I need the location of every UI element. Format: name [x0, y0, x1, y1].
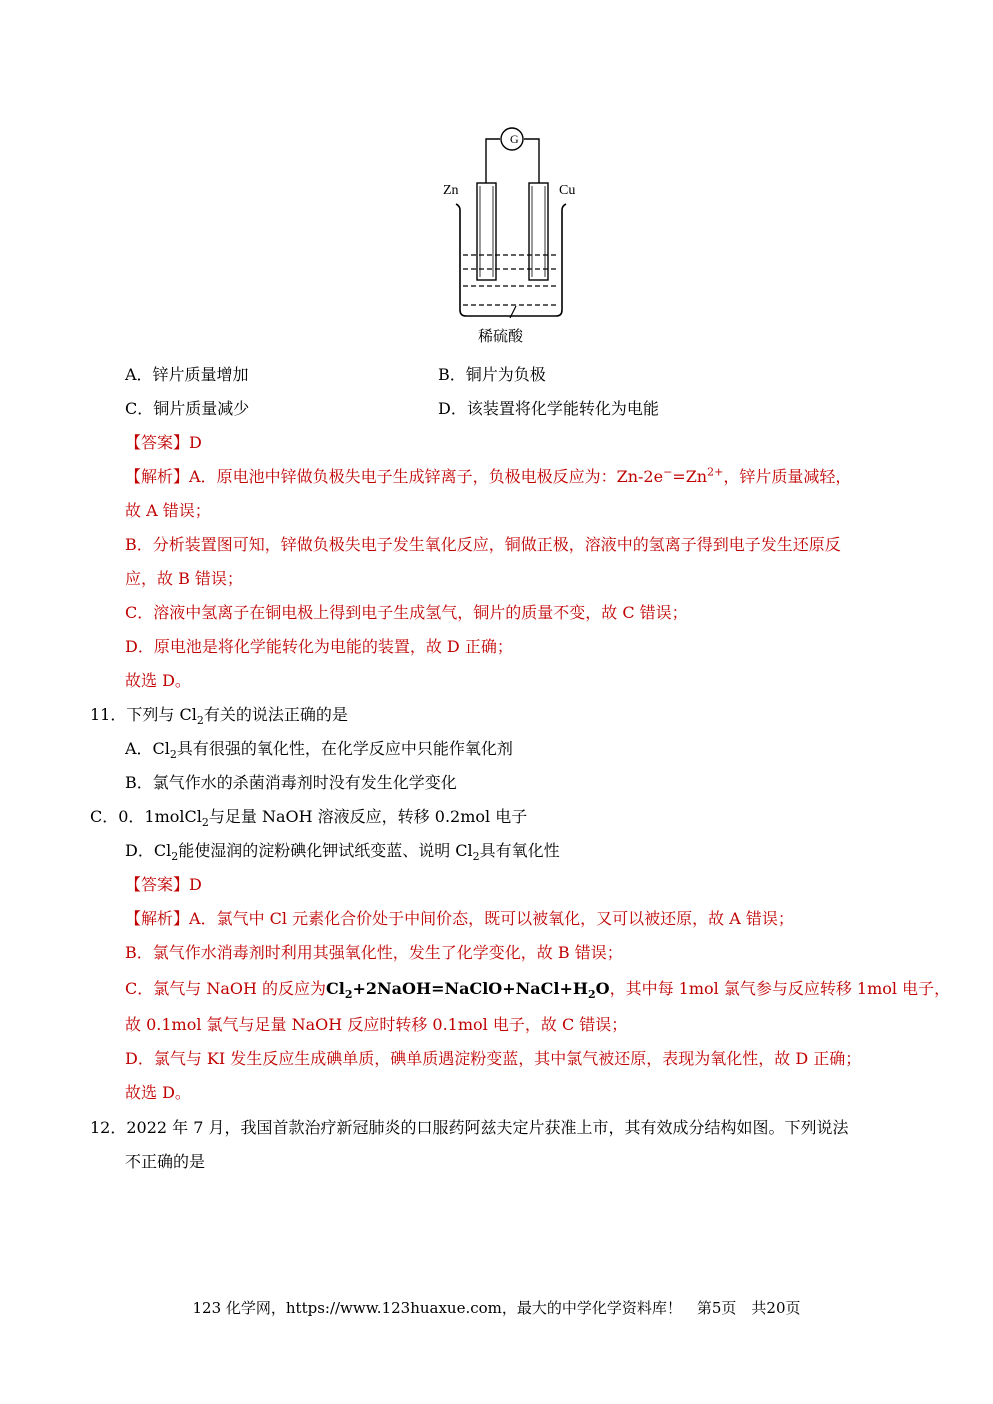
q11-option-c — [90, 805, 527, 829]
chemical-equation — [326, 979, 610, 1002]
q10-conclusion: 故选 D。 — [125, 671, 191, 690]
eq-part: O — [595, 979, 610, 998]
option-text: 具有很强的氧化性，在化学反应中只能作氧化剂 — [176, 739, 513, 758]
q10-analysis-a — [125, 465, 851, 489]
q10-option-c: C．铜片质量减少 — [125, 399, 250, 418]
option-text: A．Cl — [125, 739, 170, 758]
q12-stem-cont: 不正确的是 — [125, 1152, 206, 1171]
analysis-text: =Zn — [672, 467, 708, 486]
analysis-tag: 【解析】 — [125, 467, 190, 486]
q11-stem — [90, 703, 348, 727]
analysis-text: A．原电池中锌做负极失电子生成锌离子，负极电极反应为：Zn-2e — [189, 467, 664, 486]
q10-analysis-d: D．原电池是将化学能转化为电能的装置，故 D 正确； — [125, 637, 513, 656]
analysis-text: ，其中每 1mol 氯气参与反应转移 1mol 电子， — [609, 979, 951, 998]
stem-text: 11．下列与 Cl — [90, 705, 197, 724]
superscript: 2+ — [707, 465, 724, 479]
q10-analysis-b: B．分析装置图可知，锌做负极失电子发生氧化反应，铜做正极，溶液中的氢离子得到电子发生还原反 — [125, 535, 841, 554]
electrolyte-label: 稀硫酸 — [478, 327, 524, 345]
analysis-text: C．氯气与 NaOH 的反应为 — [125, 979, 327, 998]
q10-option-a: A．锌片质量增加 — [125, 365, 249, 384]
beaker — [456, 204, 566, 316]
subscript: 2 — [171, 850, 179, 864]
subscript: 2 — [196, 714, 204, 728]
q11-option-d — [125, 839, 560, 863]
superscript: − — [663, 465, 673, 479]
q11-analysis-c-cont: 故 0.1mol 氯气与足量 NaOH 反应时转移 0.1mol 电子，故 C 错误； — [125, 1015, 628, 1034]
analysis-tag: 【解析】 — [125, 909, 190, 928]
answer-value: D — [189, 433, 202, 452]
analysis-text: ，锌片质量减轻， — [723, 467, 852, 486]
q11-analysis-b: B．氯气作水消毒剂时利用其强氧化性，发生了化学变化，故 B 错误； — [125, 943, 623, 962]
q11-conclusion: 故选 D。 — [125, 1083, 191, 1102]
q11-analysis-a — [125, 907, 794, 931]
q10-option-b: B．铜片为负极 — [438, 365, 546, 384]
page-footer: 123 化学网，https://www.123huaxue.com，最大的中学化学资料库！ 第5页 共20页 — [192, 1299, 801, 1317]
answer-tag: 【答案】 — [125, 433, 190, 452]
galvanometer-label: G — [510, 132, 519, 146]
option-text: 具有氧化性 — [479, 841, 560, 860]
q10-analysis-b-cont: 应，故 B 错误； — [125, 569, 243, 588]
eq-part: +2NaOH=NaClO+NaCl+H — [352, 979, 588, 998]
subscript: 2 — [201, 816, 209, 830]
option-text: C．0．1molCl — [90, 807, 202, 826]
subscript: 2 — [344, 988, 353, 1002]
q10-analysis-a-cont: 故 A 错误； — [125, 501, 211, 520]
answer-tag: 【答案】 — [125, 875, 190, 894]
subscript: 2 — [472, 850, 480, 864]
analysis-text: A．氯气中 Cl 元素化合价处于中间价态，既可以被氧化，又可以被还原，故 A 错误； — [189, 909, 794, 928]
eq-part: Cl — [326, 979, 345, 998]
galvanic-cell-drawing — [430, 118, 590, 318]
subscript: 2 — [587, 988, 596, 1002]
q10-answer — [125, 431, 202, 455]
subscript: 2 — [169, 748, 177, 762]
stem-text: 有关的说法正确的是 — [203, 705, 348, 724]
galvanic-cell-diagram — [430, 118, 590, 358]
q10-option-d: D．该装置将化学能转化为电能 — [438, 399, 659, 418]
q11-answer — [125, 873, 202, 897]
zn-label: Zn — [443, 183, 459, 198]
q11-option-b: B．氯气作水的杀菌消毒剂时没有发生化学变化 — [125, 773, 457, 792]
answer-value: D — [189, 875, 202, 894]
q10-analysis-c: C．溶液中氢离子在铜电极上得到电子生成氢气，铜片的质量不变，故 C 错误； — [125, 603, 688, 622]
option-text: 能使湿润的淀粉碘化钾试纸变蓝、说明 Cl — [178, 841, 473, 860]
q12-stem: 12．2022 年 7 月，我国首款治疗新冠肺炎的口服药阿兹夫定片获准上市，其有效成分结构如图。下列说法 — [90, 1118, 849, 1137]
q11-analysis-c — [125, 977, 950, 1001]
q11-analysis-d: D．氯气与 KI 发生反应生成碘单质，碘单质遇淀粉变蓝，其中氯气被还原，表现为氧化性，故 D 正确； — [125, 1049, 862, 1068]
option-text: D．Cl — [125, 841, 172, 860]
option-text: 与足量 NaOH 溶液反应，转移 0.2mol 电子 — [208, 807, 528, 826]
q11-option-a — [125, 737, 513, 761]
cu-label: Cu — [559, 183, 576, 198]
